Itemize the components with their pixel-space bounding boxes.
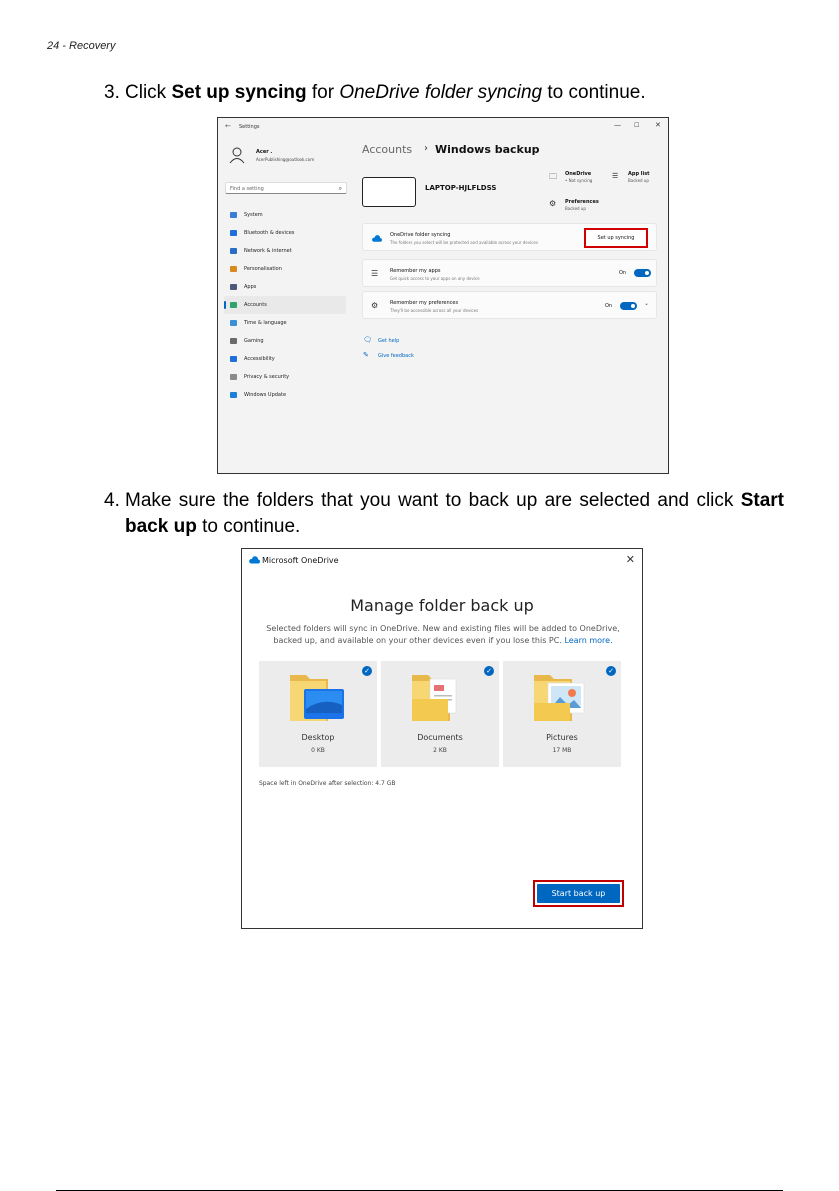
folder-name: Pictures xyxy=(546,733,578,742)
remember-apps-card xyxy=(362,259,657,287)
sidebar-item-label: Apps xyxy=(244,284,257,290)
step-number: 3. xyxy=(104,82,120,103)
folder-name: Desktop xyxy=(301,733,335,742)
learn-more-link[interactable]: Learn more. xyxy=(564,636,613,645)
search-placeholder: Find a setting xyxy=(230,186,264,192)
sidebar-item-label: Accounts xyxy=(244,302,267,308)
sidebar-item-label: Gaming xyxy=(244,338,264,344)
get-help-link[interactable]: Get help xyxy=(378,338,400,344)
gear-icon: ⚙ xyxy=(549,199,557,208)
sidebar-item-label: System xyxy=(244,212,263,218)
sidebar-item-accounts[interactable] xyxy=(224,296,346,314)
settings-screenshot xyxy=(217,117,669,474)
sidebar-item-system[interactable] xyxy=(224,206,346,224)
sidebar-item-gaming[interactable] xyxy=(224,332,346,350)
description-line: backed up, and available on your other devices even if you lose this PC. xyxy=(273,636,562,645)
onedrive-screenshot xyxy=(241,548,643,929)
onedrive-status-title: OneDrive xyxy=(565,171,592,177)
step-text: Make sure the folders that you want to back up are selected and click xyxy=(125,490,741,511)
folder-tile-pictures[interactable] xyxy=(503,661,621,767)
list-icon: ☰ xyxy=(612,172,619,180)
breadcrumb-separator: › xyxy=(424,143,428,154)
space-left-text: Space left in OneDrive after selection: 4.7 GB xyxy=(259,780,396,787)
give-feedback-link[interactable]: Give feedback xyxy=(378,353,414,359)
close-icon[interactable]: ✕ xyxy=(655,121,661,129)
applist-status-value: Backed up xyxy=(628,178,649,183)
toggle-label: On xyxy=(619,270,627,276)
sidebar-item-label: Personalisation xyxy=(244,266,282,272)
folder-name: Documents xyxy=(417,733,463,742)
device-name: LAPTOP-HJLFLDSS xyxy=(425,184,497,192)
checkmark-icon[interactable]: ✓ xyxy=(484,666,494,676)
user-avatar-icon xyxy=(228,146,246,164)
dialog-heading: Manage folder back up xyxy=(350,596,534,615)
step-number: 4. xyxy=(104,490,120,511)
list-icon: ☰ xyxy=(371,269,379,278)
card-title: Remember my apps xyxy=(390,268,441,274)
desktop-folder-icon xyxy=(288,669,348,725)
step-italic-term: OneDrive folder syncing xyxy=(339,82,543,103)
dialog-description xyxy=(252,623,634,647)
breadcrumb-parent[interactable]: Accounts xyxy=(362,143,413,156)
card-description: The folders you select will be protected and available across your devices xyxy=(390,240,538,245)
system-icon xyxy=(230,212,237,218)
settings-nav xyxy=(224,206,346,404)
feedback-icon: ✎ xyxy=(363,351,369,359)
sidebar-item-windows-update[interactable] xyxy=(224,386,346,404)
gaming-icon xyxy=(230,338,237,344)
folder-tile-documents[interactable] xyxy=(381,661,499,767)
windows-update-icon xyxy=(230,392,237,398)
accessibility-icon xyxy=(230,356,237,362)
remember-apps-toggle[interactable] xyxy=(634,269,651,277)
help-icon: 🗨 xyxy=(363,336,372,344)
app-title: Microsoft OneDrive xyxy=(262,556,339,565)
pictures-folder-icon xyxy=(532,669,592,725)
step-text: to continue. xyxy=(196,516,301,537)
checkmark-icon[interactable]: ✓ xyxy=(606,666,616,676)
card-description: Get quick access to your apps on any device xyxy=(390,276,480,281)
page-header: 24 - Recovery xyxy=(47,40,116,52)
prefs-status xyxy=(565,199,599,211)
user-name: Acer . xyxy=(256,149,273,155)
prefs-status-title: Preferences xyxy=(565,199,599,205)
sidebar-item-accessibility[interactable] xyxy=(224,350,346,368)
step-bold-term: Set up syncing xyxy=(171,82,307,103)
card-title: Remember my preferences xyxy=(390,300,459,306)
personalisation-icon xyxy=(230,266,237,272)
card-description: They'll be accessible across all your devices xyxy=(390,308,479,313)
maximize-icon[interactable]: ☐ xyxy=(634,122,640,129)
step-text: for xyxy=(306,82,340,103)
sidebar-item-label: Windows Update xyxy=(244,392,287,398)
step-text: Click xyxy=(125,82,172,103)
step-3-instruction xyxy=(104,80,804,106)
description-line: Selected folders will sync in OneDrive. New and existing files will be added to OneDrive, xyxy=(266,624,620,633)
start-back-up-button[interactable]: Start back up xyxy=(537,884,620,903)
device-image xyxy=(362,177,416,207)
accounts-icon xyxy=(230,302,237,308)
sidebar-item-apps[interactable] xyxy=(224,278,346,296)
chevron-down-icon[interactable]: ⌄ xyxy=(644,300,650,307)
apps-icon xyxy=(230,284,237,290)
remember-preferences-toggle[interactable] xyxy=(620,302,637,310)
onedrive-status-value: • Not syncing xyxy=(565,178,593,183)
folder-icon: 🗀 xyxy=(549,172,557,181)
network-internet-icon xyxy=(230,248,237,254)
step-text: to continue. xyxy=(542,82,646,103)
onedrive-status xyxy=(565,171,592,183)
onedrive-cloud-icon xyxy=(248,556,260,564)
sidebar-item-label: Accessibility xyxy=(244,356,275,362)
folder-size: 17 MB xyxy=(552,747,572,754)
card-title: OneDrive folder syncing xyxy=(390,232,451,238)
sidebar-item-label: Network & internet xyxy=(244,248,292,254)
back-arrow-icon[interactable]: ← xyxy=(225,122,231,130)
prefs-status-value: Backed up xyxy=(565,206,586,211)
checkmark-icon[interactable]: ✓ xyxy=(362,666,372,676)
title-bar xyxy=(218,118,668,136)
search-icon: ⌕ xyxy=(338,185,342,192)
sidebar-item-label: Bluetooth & devices xyxy=(244,230,295,236)
minimize-icon[interactable]: — xyxy=(614,121,621,129)
window-title: Settings xyxy=(239,124,260,130)
step-4-instruction xyxy=(104,488,784,540)
settings-search-input[interactable] xyxy=(225,182,347,194)
onedrive-folder-syncing-card xyxy=(362,223,657,251)
folder-size: 2 KB xyxy=(433,747,447,754)
remember-preferences-card xyxy=(362,291,657,319)
bluetooth-devices-icon xyxy=(230,230,237,236)
set-up-syncing-button[interactable]: Set up syncing xyxy=(584,228,648,248)
onedrive-cloud-icon xyxy=(371,235,382,243)
privacy-security-icon xyxy=(230,374,237,380)
sidebar-item-bluetooth-devices[interactable] xyxy=(224,224,346,242)
folder-tile-desktop[interactable] xyxy=(259,661,377,767)
folder-size: 0 KB xyxy=(311,747,325,754)
sidebar-item-privacy-security[interactable] xyxy=(224,368,346,386)
sidebar-item-label: Privacy & security xyxy=(244,374,290,380)
applist-status xyxy=(628,171,650,183)
sidebar-item-personalisation[interactable] xyxy=(224,260,346,278)
page-title: Windows backup xyxy=(435,143,540,156)
gear-icon: ⚙ xyxy=(371,301,379,310)
user-email: AcerPublishing@outlook.com xyxy=(256,157,315,162)
close-icon[interactable]: ✕ xyxy=(625,553,635,566)
applist-status-title: App list xyxy=(628,171,650,177)
sidebar-item-time-language[interactable] xyxy=(224,314,346,332)
sidebar-item-label: Time & language xyxy=(244,320,287,326)
documents-folder-icon xyxy=(410,669,470,725)
step-bold-term: Start back up xyxy=(125,490,784,537)
toggle-label: On xyxy=(605,303,613,309)
sidebar-item-network-internet[interactable] xyxy=(224,242,346,260)
time-language-icon xyxy=(230,320,237,326)
